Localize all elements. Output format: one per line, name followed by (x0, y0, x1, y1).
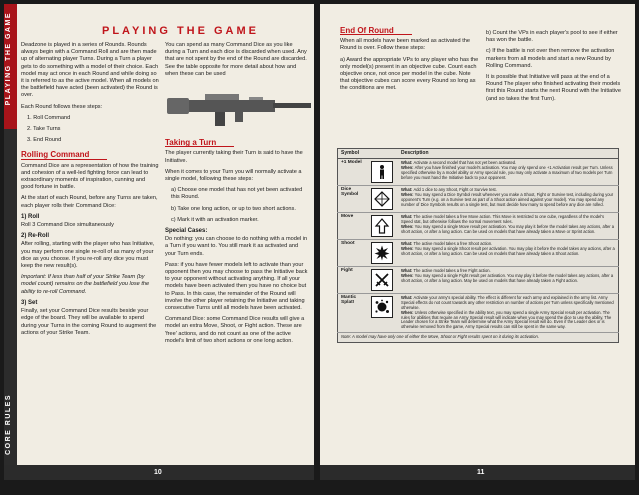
reroll-heading: 2) Re-Roll (21, 233, 50, 240)
symbol-name: Dice Symbol (338, 185, 369, 212)
left-column-2 (165, 42, 308, 349)
when-text: You may spend a single Fight result per activation. You may play it before the model takes any actions, after a short action, or after a long action. May be used on models that have already taken a Fight action. (401, 272, 614, 283)
roll-heading: 1) Roll (21, 213, 40, 220)
table-row: Dice Symbol What: Add 1 dice to any Shoot, Fight or Survive test. When: You may spend a Dice Symbol result whenever you make a Shoot, Fight or Survive test, including during your opponent's Turn (e.g. on a Survive test as part of a Shoot action aimed against your model). You may spend any number of Dice Symbols results on a single test, but must decide how many to spend before any dice are rolled. (338, 185, 619, 212)
table-row: Mantic Splat! What: Activate your army's special ability. The effect is different for each army and explained in the army list. Army Special effects do not count towards any other restriction on number of actions per Turn unless specifically mentioned otherwise. When: Unless otherwise specified in the ability text, you may spend a single Army Special result per activation. The rules for abilities that require an Army Special result will indicate when you may spend the dice to use the ability. The Leader chosen for a Strike Team will determine what the Army Special result will do. Even if the Leader dies or is otherwise removed from the game, Army Special results can still be spent in the same way. (338, 293, 619, 332)
do-nothing-text: Do nothing: you can choose to do nothing with a model in a Turn if you want to. You still mark it as activated and your Turn ends. (165, 236, 308, 257)
command-dice-paragraph: Command Dice are a representation of how the training and cohesion of a well-led fighting force can lead to extraordinary moments of inspiration, cunning and good fortune in battle. (21, 162, 159, 191)
symbol-column-header: Symbol (338, 149, 369, 159)
symbol-name: Shoot (338, 239, 369, 266)
reroll-text: After rolling, starting with the player who has Initiative, you may perform one single re-roll of as many of your dice as you choose. If you re-roll any dice you must keep the new result(s). (21, 241, 155, 270)
burst-icon (371, 242, 393, 264)
turn-steps-intro: When it comes to your Turn you will normally activate a single model, following these steps: (165, 168, 302, 183)
turn-step-a: a) Choose one model that has not yet been activated this Round. (171, 187, 303, 201)
roll-text: Roll 3 Command Dice simultaneously (21, 222, 114, 229)
page-number: 11 (477, 469, 485, 476)
left-page (4, 4, 314, 480)
symbol-name: Fight (338, 266, 369, 293)
spend-dice-paragraph: You can spend as many Command Dice as you like during a Turn and each dice is discarded when used. Any that are not spent by the end of the Round are discarded. See the table opposite for more detail about how and when these can be used (165, 42, 307, 77)
turn-step-b: b) Take one long action, or up to two short actions. (171, 205, 296, 212)
table-row: Shoot What: The active model takes a free Shoot action. When: You may spend a single Shoot result per activation. You may play it before the model takes any actions, after a short action, or after a long action. Can be used on models that have already taken a Shoot action. (338, 239, 619, 266)
rolling-command-heading: Rolling Command (21, 151, 107, 159)
table-row: +1 Model What: Activate a second model that has not yet been activated. When: After you have finished your model's activation. You may only spend one +1 Activation result per Turn. Unless specified otherwise by a model ability or Army special rule, you may only activate a maximum of two models per Turn before you must hand the Initiative back to your opponent. (338, 158, 619, 185)
when-text: You may spend a Dice Symbol result whenever you make a Shoot, Fight or Survive test, including during your opponent's Turn (e.g. on a Survive test as part of a Shoot action aimed against your model). You may spend any number of Dice Symbols results on a single test, but must decide how many to spend before any dice are rolled. (401, 191, 614, 207)
rifle-illustration (165, 86, 315, 128)
what-text: Activate your army's special ability. The effect is different for each army and explained in the army list. Army Special effects do not count towards any other restriction on number of actions per Turn unless specifically mentioned otherwise. (401, 294, 614, 310)
symbol-name: Mantic Splat! (338, 293, 369, 332)
command-dice-table (337, 148, 619, 343)
award-vp-text: a) Award the appropriate VPs to any player who has the only model(s) present in an objective cube. Count each objective once, not once per model in the cube. Note that objective cubes can score every Round so long as the conditions are met. (340, 56, 479, 92)
steps-intro: Each Round follows these steps: (21, 103, 103, 110)
when-text: You may spend a single Move result per activation. You may play it before the model takes any actions, after a short action, or after a long action. Can be used on models that have already taken a Move or Sprint action. (401, 223, 615, 234)
intro-paragraph: Deadzone is played in a series of Rounds. Rounds always begin with a Command Roll and are then made up of alternating player Turns. During a Turn a player gets to do something with a model of their choice. Each model may act once in each Round and while doing so it is referred to as the active model. When all models on the battlefield have acted (been activated) the Round is over. (21, 42, 159, 99)
table-note: Note: A model may have only one of either the Move, Shoot or Fight results spent on it during its activation. (338, 333, 619, 343)
description-column-header: Description (398, 149, 619, 159)
remove-markers-text: c) If the battle is not over then remove the activation markers from all models and start a new Round by Rolling Command. (486, 48, 615, 69)
step-3: 3. End Round (27, 137, 62, 144)
step-2: 2. Take Turns (27, 126, 61, 133)
count-vp-text: b) Count the VPs in each player's pool to see if either has won the battle. (486, 30, 618, 44)
right-column-2 (486, 30, 624, 107)
end-round-intro: When all models have been marked as activated the Round is over. Follow these steps: (340, 38, 470, 52)
set-text: Finally, set your Command Dice results beside your edge of the board. They will be available to spend during your Turns in the coming Round to augment the actions of your Strike Team. (21, 308, 157, 336)
step-1: 1. Roll Command (27, 114, 71, 121)
symbol-name: +1 Model (338, 158, 369, 185)
what-text: Activate a second model that has not yet been activated. (413, 159, 517, 165)
left-column-1 (21, 42, 159, 341)
when-text: After you have finished your model's activation. You may only spend one +1 Activation result per Turn. Unless specified otherwise by a model ability or Army special rule, you may only activate a maximum of two models per Turn before you must hand the Initiative back to your opponent. (401, 164, 613, 180)
crossed-swords-icon (371, 269, 393, 291)
when-text: Unless otherwise specified in the ability text, you may spend a single Army Special result per activation. The rules for abilities that require an Army Special result will indicate when you may spend the dice to use the ability. The Leader chosen for a Strike Team will determine what the Army Special result will do. Even if the Leader dies or is otherwise removed from the game, Army Special results can still be spent in the same way. (401, 309, 612, 330)
splat-icon (371, 296, 393, 318)
sidebar-section-title: PLAYING THE GAME (5, 12, 12, 106)
turn-step-c: c) Mark it with an activation marker. (171, 216, 259, 223)
initiative-paragraph: The player currently taking their Turn is said to have the Initiative. (165, 150, 303, 164)
sidebar-chapter-title: CORE RULES (5, 394, 12, 455)
table-row: Move What: The active model takes a free Move action. This Move is restricted to one cube, regardless of the model's Speed stat, but otherwise follows the normal movement rules. When: You may spend a single Move result per activation. You may play it before the model takes any actions, after a short action, or after a long action. Can be used on models that have already taken a Move or Sprint action. (338, 212, 619, 239)
what-text: The active model takes a free Fight action. (413, 267, 491, 273)
page-number: 10 (154, 469, 162, 476)
table-note-row (338, 333, 619, 343)
start-round-paragraph: At the start of each Round, before any Turns are taken, each player rolls their Command Dice: (21, 195, 158, 209)
symbol-name: Move (338, 212, 369, 239)
set-heading: 3) Set (21, 299, 38, 306)
table-row: Fight What: The active model takes a free Fight action. When: You may spend a single Fight result per activation. You may play it before the model takes any actions, after a short action, or after a long action. May be used on models that have already taken a Fight action. (338, 266, 619, 293)
dice-icon (371, 188, 393, 210)
right-column-1 (340, 24, 480, 97)
important-note: Important: If less than half of your Strike Team (by model count) remains on the battlefield you lose the ability to re-roll Command. (21, 274, 150, 295)
taking-turn-heading: Taking a Turn (165, 139, 234, 147)
left-footer (4, 465, 314, 480)
what-text: The active model takes a free Move action. This Move is restricted to one cube, regardless of the model's Speed stat, but otherwise follows the normal movement rules. (401, 213, 604, 224)
special-cases-heading: Special Cases: (165, 228, 208, 235)
figure-icon (371, 161, 393, 183)
left-sidebar (4, 4, 17, 465)
right-page (320, 4, 635, 480)
what-text: The active model takes a free Shoot action. (413, 240, 493, 246)
page-title: PLAYING THE GAME (102, 25, 259, 37)
what-text: Add 1 dice to any Shoot, Fight or Survive test. (413, 186, 497, 192)
initiative-pass-text: It is possible that Initiative will pass at the end of a Round The player who finished activating their models first this Round starts the next Round with the Initiative (and so takes the first Turn). (486, 74, 621, 102)
right-footer (320, 465, 635, 480)
end-of-round-heading: End Of Round (340, 27, 412, 35)
pass-text: Pass: if you have fewer models left to activate than your opponent then you may choose to pass the Initiative back to your opponent without activating anything. If all your models have been activated then you have no choice but to Pass. In this case, the remainder of the Round will involve the other player retaining the Initiative and taking consecutive Turns until all models have been activated. (165, 261, 308, 312)
arrow-up-icon (371, 215, 393, 237)
when-text: You may spend a single Shoot result per activation. You may play it before the model takes any actions, after a short action, or after a long action. Can be used on models that have already taken a Shoot action. (401, 245, 615, 256)
free-actions-text: Command Dice: some Command Dice results will give a model an extra Move, Shoot, or Fight action. These are 'free' actions, and do not count as one of the active model's limit of two short actions or one long action. (165, 316, 305, 344)
